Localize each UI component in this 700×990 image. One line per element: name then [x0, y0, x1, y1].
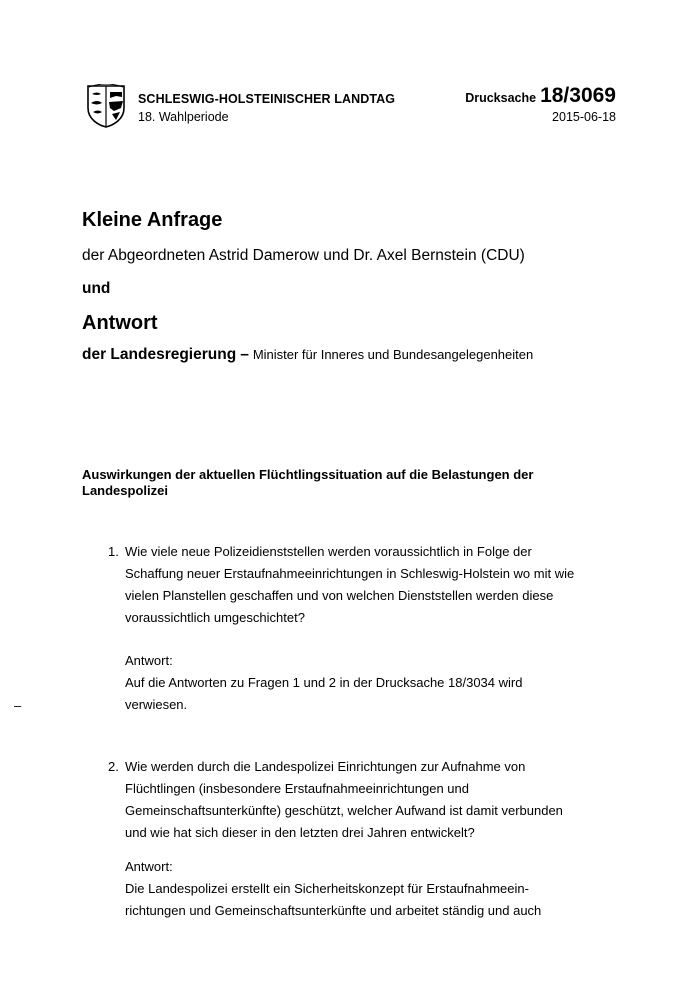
minister-name: Minister für Inneres und Bundesangelegenheiten	[252, 347, 534, 362]
schleswig-holstein-crest-icon	[86, 84, 126, 128]
question-number: 1.	[108, 544, 119, 559]
question-line: und wie hat sich dieser in den letzten drei Jahren entwickelt?	[125, 825, 475, 840]
und-line: und	[82, 280, 111, 297]
answer-line: verwiesen.	[125, 697, 188, 712]
answer-line: richtungen und Gemeinschaftsunterkünfte und arbeitet ständig und auch	[125, 903, 542, 918]
question-line: Wie werden durch die Landespolizei Einrichtungen zur Aufnahme von	[125, 759, 526, 774]
legislative-period: 18. Wahlperiode	[138, 110, 229, 124]
answer-block	[125, 856, 615, 922]
question-line: Wie viele neue Polizeidienststellen werden voraussichtlich in Folge der	[125, 544, 532, 559]
government-line	[82, 346, 533, 364]
question-line: vielen Planstellen geschaffen und von welchen Dienststellen werden diese	[125, 588, 554, 603]
subject-heading: Auswirkungen der aktuellen Flüchtlingssituation auf die Belastungen der Landespolizei	[82, 467, 534, 498]
answer-line: Auf die Antworten zu Fragen 1 und 2 in der Drucksache 18/3034 wird	[125, 675, 523, 690]
margin-mark: –	[14, 698, 22, 713]
answer-label: Antwort:	[125, 859, 173, 874]
drucksache-number: 18/3069	[540, 84, 616, 107]
question-text	[125, 756, 615, 844]
answer-label: Antwort:	[125, 653, 173, 668]
answer-block	[125, 650, 615, 716]
document-date: 2015-06-18	[552, 110, 616, 124]
government-label: der Landesregierung	[82, 346, 237, 363]
drucksache-label: Drucksache	[465, 91, 537, 105]
question-line: Gemeinschaftsunterkünfte) geschützt, welcher Aufwand ist damit verbunden	[125, 803, 563, 818]
parliament-name: SCHLESWIG-HOLSTEINISCHER LANDTAG	[138, 92, 396, 106]
askers-line: der Abgeordneten Astrid Damerow und Dr. Axel Bernstein (CDU)	[82, 247, 525, 264]
heading-antwort: Antwort	[82, 312, 158, 334]
question-number: 2.	[108, 759, 119, 774]
answer-line: Die Landespolizei erstellt ein Sicherheitskonzept für Erstaufnahmeein-	[125, 881, 529, 896]
question-line: Flüchtlingen (insbesondere Erstaufnahmeeinrichtungen und	[125, 781, 469, 796]
question-text	[125, 541, 615, 629]
government-dash: –	[240, 346, 249, 363]
question-line: Schaffung neuer Erstaufnahmeeinrichtungen in Schleswig-Holstein wo mit wie	[125, 566, 575, 581]
question-line: voraussichtlich umgeschichtet?	[125, 610, 305, 625]
drucksache	[465, 84, 616, 108]
heading-kleine-anfrage: Kleine Anfrage	[82, 209, 223, 231]
